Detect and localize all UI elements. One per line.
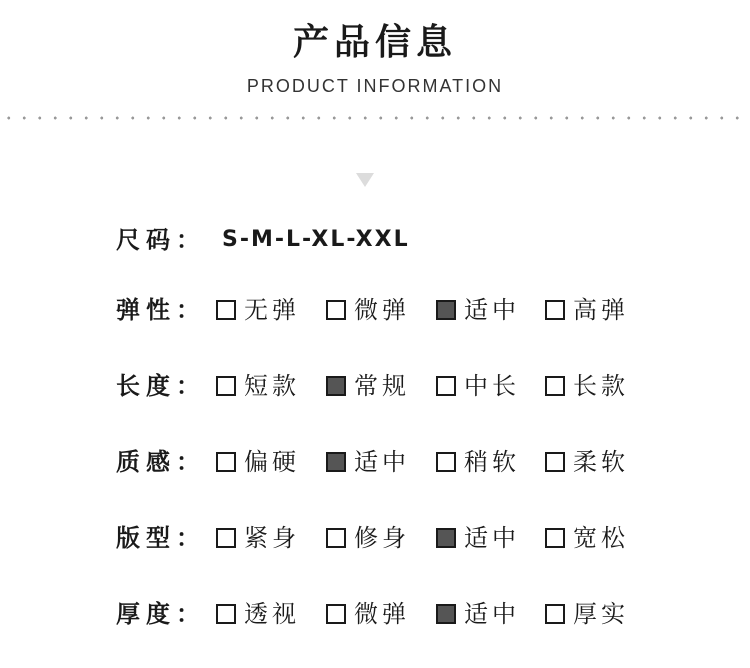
option-label: 厚实 [573, 600, 629, 628]
size-value: S-M-L-XL-XXL [222, 227, 410, 252]
option-item [216, 594, 300, 634]
unchecked-checkbox [545, 528, 565, 548]
option-item [436, 518, 520, 558]
option-label: 稍软 [464, 448, 520, 476]
option-item [216, 442, 300, 482]
attribute-row-fit [0, 518, 750, 558]
option-label: 高弹 [573, 296, 629, 324]
option-item [545, 442, 629, 482]
option-item [326, 594, 410, 634]
attribute-row-thickness [0, 594, 750, 634]
checked-checkbox [436, 528, 456, 548]
option-item [436, 290, 520, 330]
checked-checkbox [436, 604, 456, 624]
unchecked-checkbox [216, 376, 236, 396]
unchecked-checkbox [216, 452, 236, 472]
option-item [216, 290, 300, 330]
unchecked-checkbox [216, 528, 236, 548]
unchecked-checkbox [436, 376, 456, 396]
page-title: 产品信息 [292, 22, 457, 63]
unchecked-checkbox [436, 452, 456, 472]
option-label: 柔软 [573, 448, 629, 476]
option-label: 微弹 [354, 296, 410, 324]
attribute-label: 长度： [116, 372, 206, 400]
option-item [436, 594, 520, 634]
unchecked-checkbox [216, 300, 236, 320]
option-label: 长款 [573, 372, 629, 400]
option-label: 适中 [464, 296, 520, 324]
unchecked-checkbox [326, 604, 346, 624]
unchecked-checkbox [545, 604, 565, 624]
unchecked-checkbox [216, 604, 236, 624]
unchecked-checkbox [326, 528, 346, 548]
unchecked-checkbox [545, 300, 565, 320]
unchecked-checkbox [326, 300, 346, 320]
unchecked-checkbox [545, 452, 565, 472]
attribute-row-length [0, 366, 750, 406]
attribute-label: 质感： [116, 448, 206, 476]
option-item [326, 518, 410, 558]
option-item [216, 518, 300, 558]
option-label: 微弹 [354, 600, 410, 628]
option-label: 修身 [354, 524, 410, 552]
option-item [545, 290, 629, 330]
option-label: 偏硬 [244, 448, 300, 476]
unchecked-checkbox [545, 376, 565, 396]
attribute-label: 弹性： [116, 296, 206, 324]
page-subtitle: PRODUCT INFORMATION [246, 76, 504, 96]
option-label: 常规 [354, 372, 410, 400]
size-row [0, 220, 750, 260]
option-label: 短款 [244, 372, 300, 400]
checked-checkbox [436, 300, 456, 320]
option-item [326, 366, 410, 406]
option-label: 适中 [464, 524, 520, 552]
dotted-divider [0, 116, 750, 120]
checked-checkbox [326, 452, 346, 472]
attribute-row-elasticity [0, 290, 750, 330]
option-label: 紧身 [244, 524, 300, 552]
option-item [545, 594, 629, 634]
option-item [216, 366, 300, 406]
option-label: 宽松 [573, 524, 629, 552]
triangle-down-icon [356, 173, 374, 187]
option-label: 适中 [354, 448, 410, 476]
option-item [326, 290, 410, 330]
option-item [326, 442, 410, 482]
option-label: 透视 [244, 600, 300, 628]
attribute-label: 厚度： [116, 600, 206, 628]
option-item [436, 442, 520, 482]
option-item [436, 366, 520, 406]
size-label: 尺码： [116, 226, 206, 254]
option-label: 中长 [464, 372, 520, 400]
checked-checkbox [326, 376, 346, 396]
option-label: 适中 [464, 600, 520, 628]
attribute-label: 版型： [116, 524, 206, 552]
option-item [545, 518, 629, 558]
option-label: 无弹 [244, 296, 300, 324]
attribute-row-texture [0, 442, 750, 482]
option-item [545, 366, 629, 406]
